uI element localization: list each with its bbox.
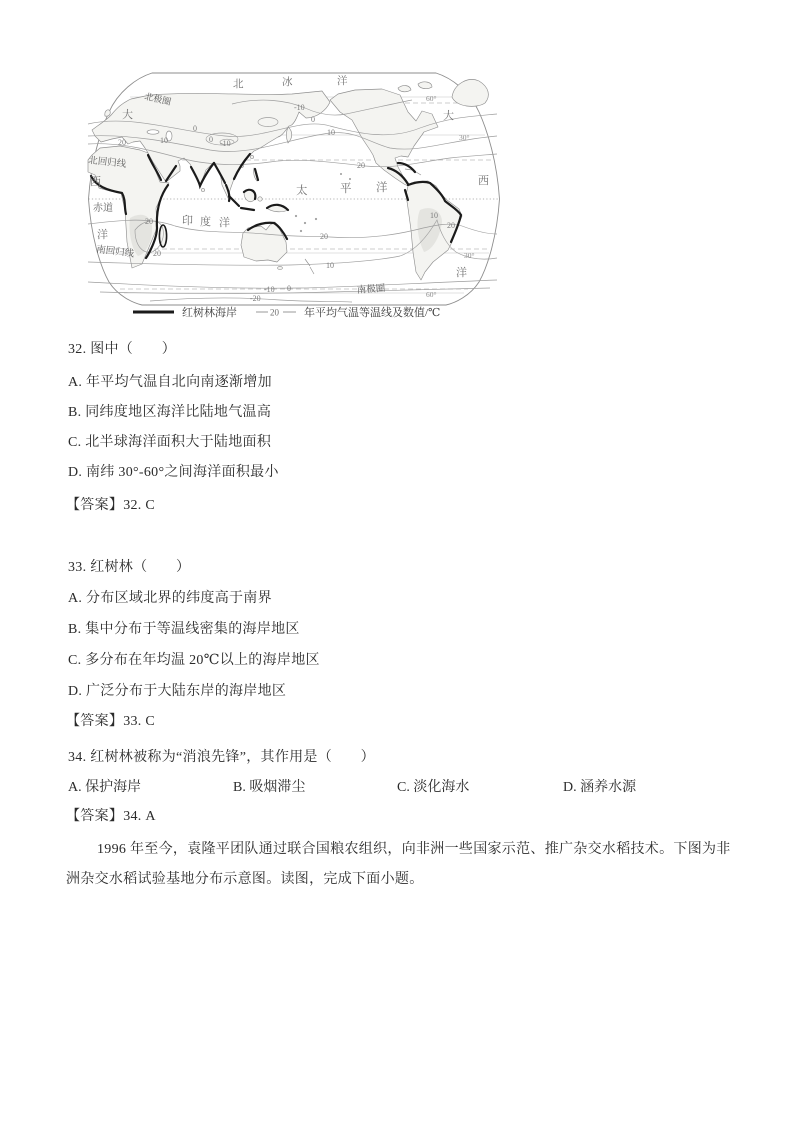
question-33-option-c: C. 多分布在年均温 20℃以上的海岸地区 (68, 653, 320, 668)
atlantic-left-label-2: 西 (90, 176, 101, 188)
svg-text:20: 20 (357, 161, 365, 170)
legend-isotherm-label: 年平均气温等温线及数值/℃ (304, 307, 441, 319)
equator-label: 赤道 (93, 203, 113, 214)
svg-text:10: 10 (430, 211, 438, 220)
svg-text:10: 10 (326, 261, 334, 270)
atlantic-right-label-1: 大 (443, 110, 454, 122)
lat-30s-label: 30° (464, 251, 475, 260)
question-34-title: 34. 红树林被称为“消浪先锋”，其作用是（ ） (68, 750, 375, 765)
tropic-capricorn-label: 南回归线 (95, 245, 135, 260)
question-32-option-c: C. 北半球海洋面积大于陆地面积 (68, 435, 272, 450)
question-34-answer: 【答案】34. A (66, 809, 156, 824)
svg-text:20: 20 (447, 221, 455, 230)
map-legend (133, 305, 440, 319)
indian-ocean-label-1: 印 (182, 215, 193, 227)
lat-60s-label: 60° (426, 290, 437, 299)
tropic-cancer-label: 北回归线 (87, 156, 127, 170)
pacific-ocean-label-3: 洋 (376, 182, 388, 194)
svg-text:0: 0 (193, 124, 197, 133)
svg-text:-10: -10 (220, 139, 231, 148)
svg-text:-10: -10 (294, 103, 305, 112)
arctic-ocean-label-3: 洋 (337, 76, 348, 87)
arctic-ocean-label-1: 北 (233, 79, 244, 90)
question-32-option-a: A. 年平均气温自北向南逐渐增加 (68, 375, 272, 390)
legend-mangrove-label: 红树林海岸 (182, 307, 237, 319)
svg-text:-10: -10 (264, 285, 275, 294)
lat-60n-label: 60° (426, 94, 437, 103)
arctic-ocean-label-2: 冰 (282, 77, 293, 88)
arctic-circle-label: 北极圈 (143, 91, 173, 108)
question-32-title: 32. 图中（ ） (68, 342, 176, 357)
world-map-svg (80, 55, 510, 327)
atlantic-right-label-2: 西 (478, 175, 489, 187)
svg-text:0: 0 (209, 135, 213, 144)
question-34-option-b: B. 吸烟滞尘 (233, 780, 306, 795)
question-34-option-d: D. 涵养水源 (563, 780, 637, 795)
question-32-option-b: B. 同纬度地区海洋比陆地气温高 (68, 405, 272, 420)
svg-text:20: 20 (153, 249, 161, 258)
svg-text:10: 10 (327, 128, 335, 137)
svg-text:20: 20 (320, 232, 328, 241)
svg-text:20: 20 (118, 138, 126, 147)
svg-text:0: 0 (287, 284, 291, 293)
passage-line-1: 1996 年至今，袁隆平团队通过联合国粮农组织，向非洲一些国家示范、推广杂交水稻技术。下图为非 (97, 842, 731, 857)
question-33-option-d: D. 广泛分布于大陆东岸的海岸地区 (68, 684, 287, 699)
world-isotherm-map-figure (80, 55, 510, 327)
indian-ocean-label-2: 度 (200, 216, 211, 228)
antarctic-circle-label: 南极圈 (356, 284, 386, 296)
svg-text:0: 0 (311, 115, 315, 124)
question-33-option-a: A. 分布区域北界的纬度高于南界 (68, 591, 272, 606)
svg-text:20: 20 (145, 217, 153, 226)
lat-30n-label: 30° (459, 133, 470, 142)
question-33-answer: 【答案】33. C (66, 714, 156, 729)
question-34-option-c: C. 淡化海水 (397, 780, 470, 795)
pacific-ocean-label-1: 太 (296, 185, 308, 197)
indian-ocean-label-3: 洋 (219, 217, 230, 229)
question-33-option-b: B. 集中分布于等温线密集的海岸地区 (68, 622, 300, 637)
atlantic-left-label-3: 洋 (97, 229, 108, 241)
legend-isotherm-value: 20 (270, 307, 279, 318)
atlantic-right-label-3: 洋 (456, 267, 467, 279)
question-32-answer: 【答案】32. C (66, 498, 156, 513)
question-34-option-a: A. 保护海岸 (68, 780, 142, 795)
atlantic-left-label-1: 大 (122, 109, 133, 121)
passage-line-2: 洲杂交水稻试验基地分布示意图。读图，完成下面小题。 (66, 872, 424, 887)
svg-text:10: 10 (160, 136, 168, 145)
svg-text:-20: -20 (250, 294, 261, 303)
pacific-ocean-label-2: 平 (340, 183, 352, 195)
question-33-title: 33. 红树林（ ） (68, 560, 191, 575)
question-32-option-d: D. 南纬 30°-60°之间海洋面积最小 (68, 465, 279, 480)
